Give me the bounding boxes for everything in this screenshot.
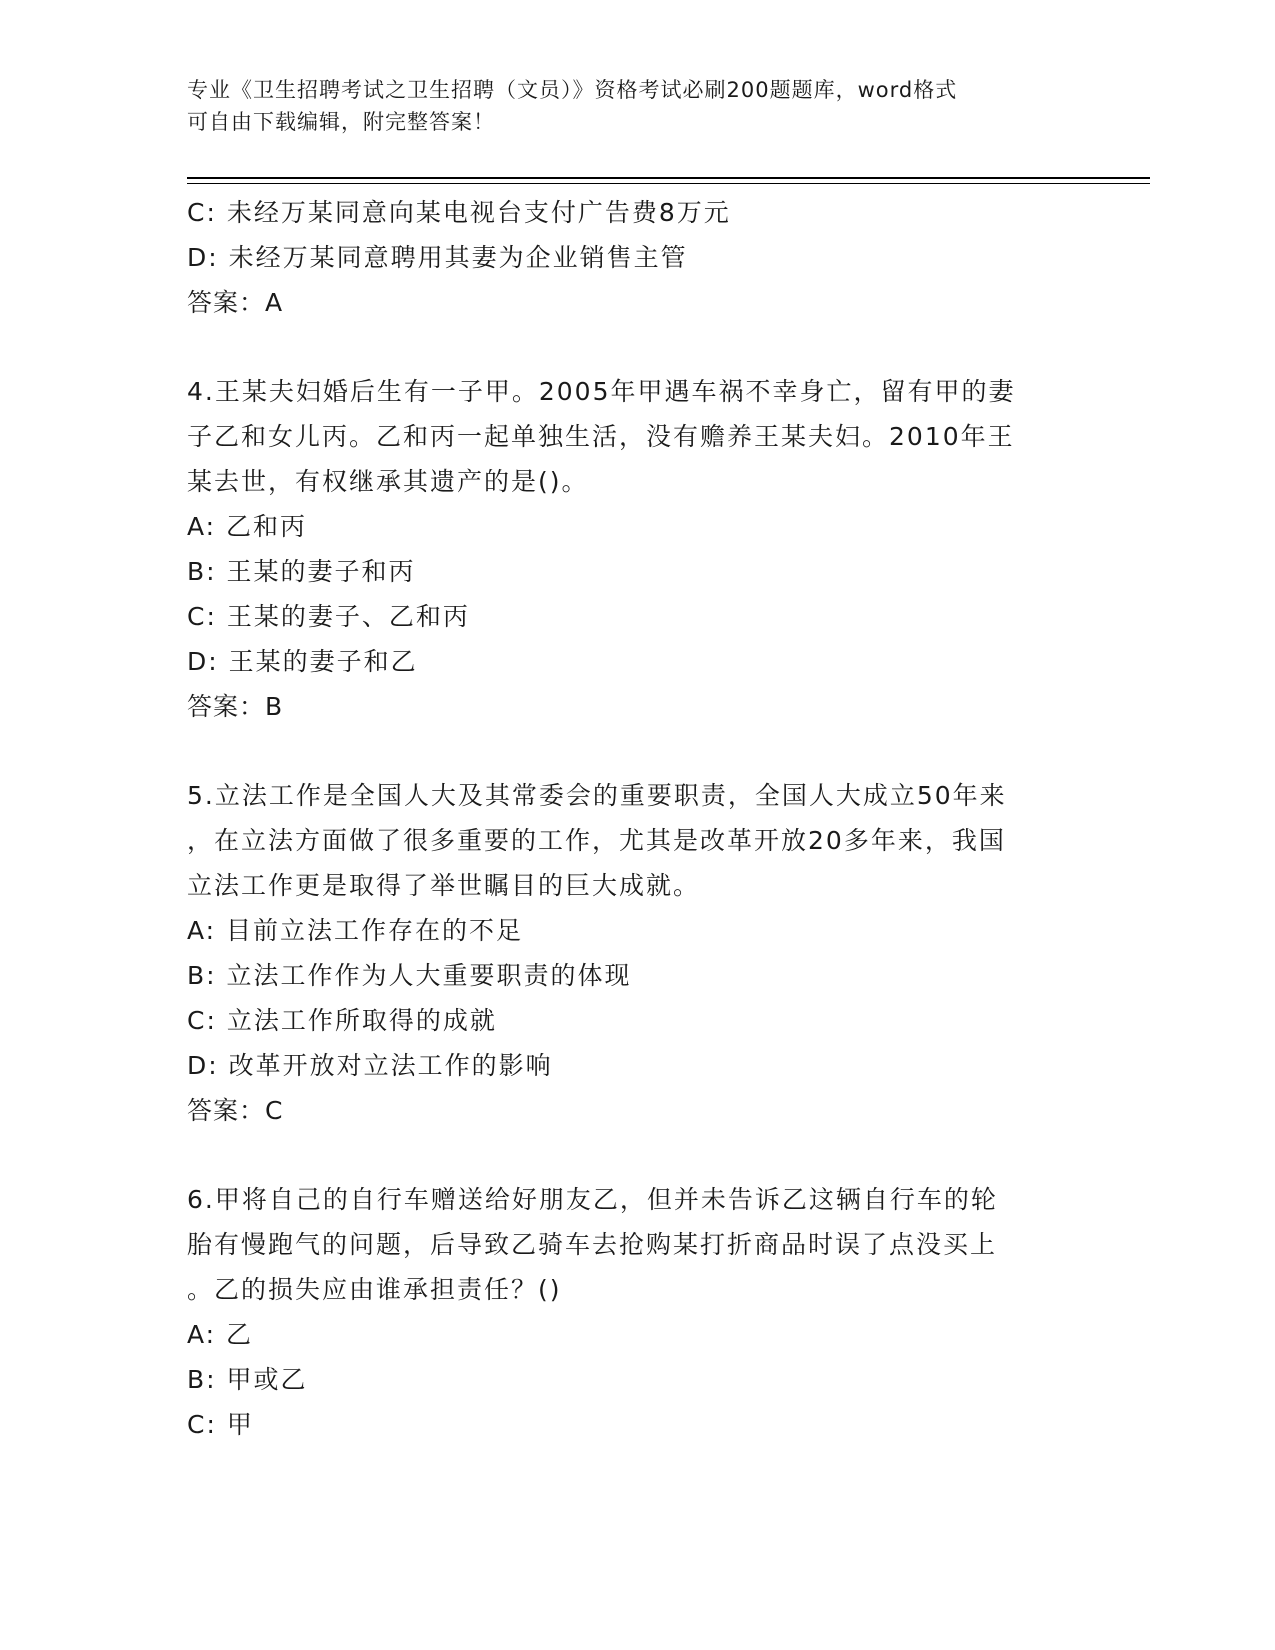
- header-divider-thin: [187, 183, 1150, 184]
- option-c: C: 未经万某同意向某电视台支付广告费8万元: [187, 198, 731, 227]
- option-d: D: 未经万某同意聘用其妻为企业销售主管: [187, 243, 688, 272]
- answer-line: 答案：C: [187, 1096, 284, 1125]
- question-stem-line: 某去世，有权继承其遗产的是()。: [187, 467, 589, 496]
- question-stem-line: 5.立法工作是全国人大及其常委会的重要职责，全国人大成立50年来: [187, 781, 1007, 810]
- option-d: D: 王某的妻子和乙: [187, 647, 418, 676]
- option-d: D: 改革开放对立法工作的影响: [187, 1051, 553, 1080]
- option-b: B: 立法工作作为人大重要职责的体现: [187, 961, 632, 990]
- answer-line: 答案：A: [187, 288, 284, 317]
- spacer: [187, 325, 1087, 369]
- document-body: [187, 190, 1087, 1447]
- question-6: [187, 1177, 1087, 1447]
- spacer: [187, 1133, 1087, 1177]
- header-line-2: 可自由下载编辑，附完整答案！: [187, 110, 495, 134]
- answer-line: 答案：B: [187, 692, 284, 721]
- option-a: A: 乙和丙: [187, 512, 308, 541]
- header-divider-thick: [187, 177, 1150, 179]
- question-stem-line: 立法工作更是取得了举世瞩目的巨大成就。: [187, 871, 701, 900]
- option-b: B: 甲或乙: [187, 1365, 308, 1394]
- question-4: [187, 369, 1087, 729]
- option-c: C: 甲: [187, 1410, 254, 1439]
- question-stem-line: 4.王某夫妇婚后生有一子甲。2005年甲遇车祸不幸身亡，留有甲的妻: [187, 377, 1016, 406]
- question-stem-line: 。乙的损失应由谁承担责任？(): [187, 1275, 562, 1304]
- question-stem-line: ，在立法方面做了很多重要的工作，尤其是改革开放20多年来，我国: [187, 826, 1006, 855]
- option-a: A: 乙: [187, 1320, 254, 1349]
- option-c: C: 王某的妻子、乙和丙: [187, 602, 470, 631]
- question-stem-line: 6.甲将自己的自行车赠送给好朋友乙，但并未告诉乙这辆自行车的轮: [187, 1185, 998, 1214]
- spacer: [187, 729, 1087, 773]
- question-stem-line: 胎有慢跑气的问题，后导致乙骑车去抢购某打折商品时误了点没买上: [187, 1230, 998, 1259]
- document-header: [187, 74, 1087, 138]
- option-b: B: 王某的妻子和丙: [187, 557, 416, 586]
- option-a: A: 目前立法工作存在的不足: [187, 916, 524, 945]
- option-c: C: 立法工作所取得的成就: [187, 1006, 497, 1035]
- header-line-1: 专业《卫生招聘考试之卫生招聘（文员）》资格考试必刷200题题库，word格式: [187, 78, 958, 102]
- question-5: [187, 773, 1087, 1133]
- question-stem-line: 子乙和女儿丙。乙和丙一起单独生活，没有赡养王某夫妇。2010年王: [187, 422, 1015, 451]
- question-3-continued: [187, 190, 1087, 325]
